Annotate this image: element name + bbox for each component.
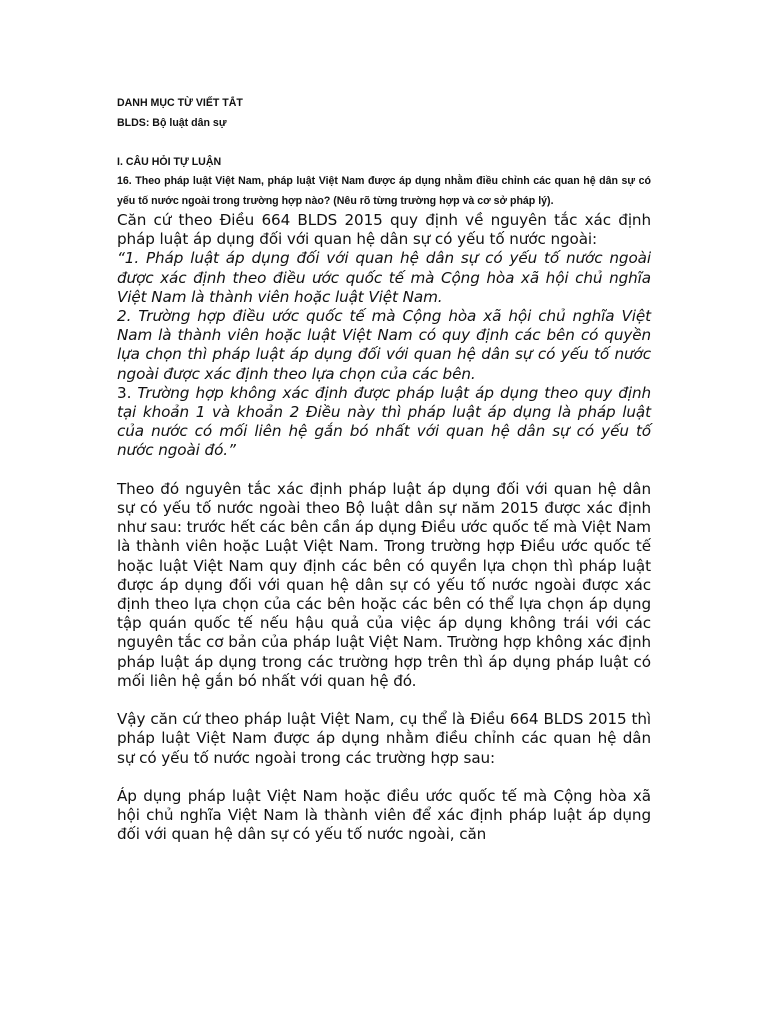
abbreviation-entry: BLDS: Bộ luật dân sự (117, 116, 227, 129)
answer-intro: Căn cứ theo Điều 664 BLDS 2015 quy định về nguyên tắc xác định pháp luật áp dụng đối với quan hệ dân sự có yếu tố nước ngoài: (117, 211, 651, 249)
spacer (117, 691, 651, 710)
quote-clause-3 (117, 384, 651, 461)
question-text: 16. Theo pháp luật Việt Nam, pháp luật Việt Nam được áp dụng nhằm điều chỉnh các quan hệ dân sự có yếu tố nước ngoài trong trường hợp nào? (Nêu rõ từng trường hợp và cơ sở pháp lý). (117, 175, 651, 207)
spacer (117, 768, 651, 787)
spacer (117, 133, 651, 153)
document-page (117, 94, 651, 845)
spacer (117, 461, 651, 480)
quote-clause-3-text: Trường hợp không xác định được pháp luật áp dụng theo quy định tại khoản 1 và khoản 2 Điều này thì pháp luật áp dụng là pháp luật của nước có mối liên hệ gắn bó nhất với quan hệ dân sự có yếu tố nước ngoài đó.” (117, 383, 651, 460)
quote-clause-3-number: 3. (117, 383, 138, 402)
quote-clause-1: “1. Pháp luật áp dụng đối với quan hệ dân sự có yếu tố nước ngoài được xác định theo điều ước quốc tế mà Cộng hòa xã hội chủ nghĩa Việt Nam là thành viên hoặc luật Việt Nam. (117, 249, 651, 306)
section-heading: I. CÂU HỎI TỰ LUẬN (117, 155, 222, 168)
conclusion-paragraph: Vậy căn cứ theo pháp luật Việt Nam, cụ thể là Điều 664 BLDS 2015 thì pháp luật Việt Nam được áp dụng nhằm điều chỉnh các quan hệ dân sự có yếu tố nước ngoài trong các trường hợp sau: (117, 710, 651, 767)
analysis-paragraph: Theo đó nguyên tắc xác định pháp luật áp dụng đối với quan hệ dân sự có yếu tố nước ngoài theo Bộ luật dân sự năm 2015 được xác định như sau: trước hết các bên cần áp dụng Điều ước quốc tế mà Việt Nam là thành viên hoặc Luật Việt Nam. Trong trường hợp Điều ước quốc tế hoặc luật Việt Nam quy định các bên có quyền lựa chọn thì pháp luật được áp dụng đối với quan hệ dân sự có yếu tố nước ngoài được xác định theo lựa chọn của các bên hoặc các bên có thể lựa chọn áp dụng tập quán quốc tế nếu hậu quả của việc áp dụng không trái với các nguyên tắc cơ bản của pháp luật Việt Nam. Trường hợp không xác định pháp luật áp dụng trong các trường hợp trên thì áp dụng pháp luật có mối liên hệ gắn bó nhất với quan hệ đó. (117, 479, 651, 690)
abbreviation-list-title: DANH MỤC TỪ VIẾT TẮT (117, 97, 243, 109)
case-paragraph: Áp dụng pháp luật Việt Nam hoặc điều ước quốc tế mà Cộng hòa xã hội chủ nghĩa Việt Nam là thành viên để xác định pháp luật áp dụng đối với quan hệ dân sự có yếu tố nước ngoài, căn (117, 787, 651, 844)
quote-clause-2: 2. Trường hợp điều ước quốc tế mà Cộng hòa xã hội chủ nghĩa Việt Nam là thành viên hoặc luật Việt Nam có quy định các bên có quyền lựa chọn thì pháp luật áp dụng đối với quan hệ dân sự có yếu tố nước ngoài được xác định theo lựa chọn của các bên. (117, 307, 651, 383)
